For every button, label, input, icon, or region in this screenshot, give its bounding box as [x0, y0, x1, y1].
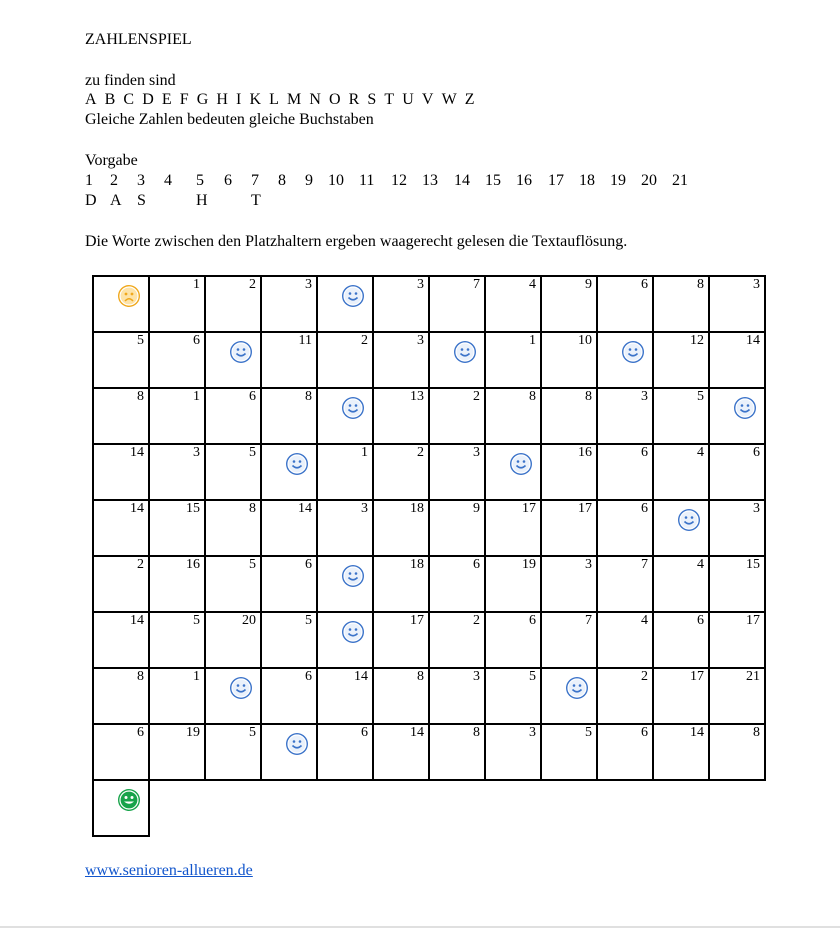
- cell-number: 9: [585, 277, 592, 292]
- grid-cell: [317, 388, 373, 444]
- grid-row: [93, 388, 765, 444]
- cell-number: 6: [361, 725, 368, 740]
- cell-number: 14: [298, 501, 312, 516]
- grid-cell: [709, 556, 765, 612]
- cell-number: 7: [473, 277, 480, 292]
- grid-cell: [261, 724, 317, 780]
- grid-cell: [597, 500, 653, 556]
- grid-cell: [429, 668, 485, 724]
- cell-number: 6: [137, 725, 144, 740]
- vorgabe-letter: T: [251, 192, 261, 209]
- letter-item: V: [421, 91, 434, 108]
- grid-cell: [373, 556, 429, 612]
- vorgabe-number: 17: [548, 172, 564, 189]
- grid-cell: [317, 276, 373, 332]
- cell-number: 21: [746, 669, 760, 684]
- cell-number: 6: [249, 389, 256, 404]
- smile-face-icon: [229, 676, 253, 700]
- vorgabe-number: 14: [454, 172, 470, 189]
- grid-cell: [373, 724, 429, 780]
- vorgabe-number: 16: [516, 172, 532, 189]
- empty-cell: [485, 780, 541, 836]
- grid-cell: [429, 724, 485, 780]
- grid-cell: [205, 388, 261, 444]
- grid-cell: [261, 612, 317, 668]
- cell-number: 2: [417, 445, 424, 460]
- cell-number: 19: [522, 557, 536, 572]
- cell-number: 1: [529, 333, 536, 348]
- cell-number: 4: [529, 277, 536, 292]
- cell-number: 5: [193, 613, 200, 628]
- cell-number: 15: [186, 501, 200, 516]
- footer-link[interactable]: www.senioren-allueren.de: [85, 862, 253, 879]
- grid-cell: [205, 444, 261, 500]
- letter-item: A: [85, 91, 97, 108]
- grid-cell: [261, 276, 317, 332]
- cell-number: 17: [410, 613, 424, 628]
- grid-cell: [709, 668, 765, 724]
- cell-number: 2: [137, 557, 144, 572]
- page-title: ZAHLENSPIEL: [85, 31, 192, 48]
- grid-cell: [93, 332, 149, 388]
- cell-number: 14: [354, 669, 368, 684]
- cell-number: 16: [578, 445, 592, 460]
- vorgabe-number: 3: [137, 172, 145, 189]
- cell-number: 6: [305, 557, 312, 572]
- grid-cell: [485, 388, 541, 444]
- smile-face-icon: [341, 564, 365, 588]
- smile-face-icon: [565, 676, 589, 700]
- grid-cell: [541, 276, 597, 332]
- vorgabe-number: 6: [224, 172, 232, 189]
- smile-face-icon: [229, 340, 253, 364]
- cell-number: 16: [186, 557, 200, 572]
- cell-number: 19: [186, 725, 200, 740]
- grid-cell: [317, 332, 373, 388]
- footer-divider: [0, 926, 840, 928]
- grid-row: [93, 724, 765, 780]
- cell-number: 2: [641, 669, 648, 684]
- letter-item: U: [402, 91, 414, 108]
- cell-number: 6: [641, 725, 648, 740]
- subtitle: zu finden sind: [85, 72, 176, 89]
- vorgabe-label: Vorgabe: [85, 152, 138, 169]
- cell-number: 3: [529, 725, 536, 740]
- smile-face-icon: [453, 340, 477, 364]
- grid-cell: [261, 556, 317, 612]
- grid-cell: [653, 276, 709, 332]
- cell-number: 7: [585, 613, 592, 628]
- vorgabe-number: 7: [251, 172, 259, 189]
- cell-number: 15: [746, 557, 760, 572]
- grid-cell: [261, 444, 317, 500]
- vorgabe-number: 13: [422, 172, 438, 189]
- cell-number: 6: [641, 501, 648, 516]
- letter-item: L: [269, 91, 279, 108]
- vorgabe-number: 19: [610, 172, 626, 189]
- grid-cell: [653, 444, 709, 500]
- cell-number: 14: [130, 445, 144, 460]
- grid-cell: [597, 276, 653, 332]
- grid-cell: [317, 612, 373, 668]
- cell-number: 3: [641, 389, 648, 404]
- grid-row: [93, 332, 765, 388]
- grid-cell: [93, 444, 149, 500]
- letter-item: C: [123, 91, 135, 108]
- letter-item: S: [367, 91, 377, 108]
- grid-cell: [261, 332, 317, 388]
- grid-cell: [709, 500, 765, 556]
- grid-cell: [429, 612, 485, 668]
- grid-cell: [373, 332, 429, 388]
- cell-number: 3: [193, 445, 200, 460]
- grid-cell: [541, 556, 597, 612]
- smile-face-icon: [341, 396, 365, 420]
- grid-cell: [373, 444, 429, 500]
- cell-number: 6: [753, 445, 760, 460]
- grid-cell: [205, 668, 261, 724]
- cell-number: 17: [522, 501, 536, 516]
- grid-cell: [205, 500, 261, 556]
- cell-number: 17: [578, 501, 592, 516]
- cell-number: 5: [529, 669, 536, 684]
- grid-cell: [429, 332, 485, 388]
- grid-cell: [485, 612, 541, 668]
- cell-number: 17: [746, 613, 760, 628]
- cell-number: 2: [361, 333, 368, 348]
- cell-number: 14: [130, 501, 144, 516]
- grid-cell: [653, 388, 709, 444]
- smile-face-icon: [285, 452, 309, 476]
- instruction-text: Die Worte zwischen den Platzhaltern ergeben waagerecht gelesen die Textauflösung.: [85, 233, 628, 250]
- vorgabe-number: 21: [672, 172, 688, 189]
- grid-cell: [653, 724, 709, 780]
- grid-cell: [709, 612, 765, 668]
- cell-number: 8: [585, 389, 592, 404]
- letter-item: F: [179, 91, 189, 108]
- vorgabe-number: 18: [579, 172, 595, 189]
- grid-cell: [149, 612, 205, 668]
- grid-cell: [373, 612, 429, 668]
- vorgabe-number: 1: [85, 172, 93, 189]
- empty-cell: [373, 780, 429, 836]
- cell-number: 6: [305, 669, 312, 684]
- grid-row: [93, 500, 765, 556]
- vorgabe-number: 15: [485, 172, 501, 189]
- grid-cell: [709, 332, 765, 388]
- grid-cell: [317, 444, 373, 500]
- grid-cell: [597, 668, 653, 724]
- empty-cell: [317, 780, 373, 836]
- happy-face-icon: [117, 788, 141, 812]
- grid-row: [93, 668, 765, 724]
- letter-item: W: [441, 91, 457, 108]
- grid-row: [93, 612, 765, 668]
- letter-item: T: [384, 91, 395, 108]
- grid-cell: [597, 388, 653, 444]
- grid-cell: [653, 500, 709, 556]
- letter-item: K: [249, 91, 262, 108]
- grid-cell: [429, 500, 485, 556]
- empty-cell: [541, 780, 597, 836]
- grid-cell: [317, 556, 373, 612]
- cell-number: 8: [417, 669, 424, 684]
- puzzle-grid: [92, 275, 766, 837]
- cell-number: 2: [473, 613, 480, 628]
- smile-face-icon: [341, 284, 365, 308]
- grid-cell: [205, 332, 261, 388]
- grid-cell: [429, 444, 485, 500]
- rule-text: Gleiche Zahlen bedeuten gleiche Buchstaben: [85, 111, 374, 128]
- empty-cell: [709, 780, 765, 836]
- grid-cell: [149, 276, 205, 332]
- vorgabe-number: 11: [359, 172, 375, 189]
- cell-number: 11: [298, 333, 312, 348]
- grid-row: [93, 276, 765, 332]
- grid-cell: [485, 444, 541, 500]
- cell-number: 14: [130, 613, 144, 628]
- grid-cell: [709, 388, 765, 444]
- letter-item: H: [216, 91, 228, 108]
- grid-cell: [149, 388, 205, 444]
- cell-number: 3: [753, 501, 760, 516]
- cell-number: 1: [361, 445, 368, 460]
- grid-cell: [93, 276, 149, 332]
- cell-number: 13: [410, 389, 424, 404]
- grid-cell: [485, 724, 541, 780]
- vorgabe-letter: D: [85, 192, 97, 209]
- empty-cell: [597, 780, 653, 836]
- cell-number: 4: [697, 445, 704, 460]
- cell-number: 1: [193, 669, 200, 684]
- cell-number: 5: [249, 445, 256, 460]
- cell-number: 4: [697, 557, 704, 572]
- grid-cell: [261, 668, 317, 724]
- vorgabe-number: 9: [305, 172, 313, 189]
- grid-cell: [93, 724, 149, 780]
- grid-cell: [541, 724, 597, 780]
- smile-face-icon: [677, 508, 701, 532]
- letter-item: O: [328, 91, 341, 108]
- cell-number: 8: [697, 277, 704, 292]
- cell-number: 3: [473, 669, 480, 684]
- vorgabe-number: 8: [278, 172, 286, 189]
- grid-cell: [93, 612, 149, 668]
- letter-item: D: [142, 91, 154, 108]
- cell-number: 6: [641, 277, 648, 292]
- grid-cell: [653, 612, 709, 668]
- cell-number: 6: [193, 333, 200, 348]
- grid-cell: [597, 332, 653, 388]
- cell-number: 8: [137, 669, 144, 684]
- grid-cell: [485, 276, 541, 332]
- cell-number: 5: [249, 557, 256, 572]
- cell-number: 1: [193, 389, 200, 404]
- sad-face-icon: [117, 284, 141, 308]
- cell-number: 17: [690, 669, 704, 684]
- cell-number: 3: [753, 277, 760, 292]
- grid-cell: [485, 332, 541, 388]
- smile-face-icon: [285, 732, 309, 756]
- cell-number: 1: [193, 277, 200, 292]
- grid-cell: [597, 444, 653, 500]
- cell-number: 8: [249, 501, 256, 516]
- grid-row: [93, 780, 765, 836]
- cell-number: 3: [585, 557, 592, 572]
- grid-cell: [541, 668, 597, 724]
- cell-number: 8: [137, 389, 144, 404]
- cell-number: 8: [473, 725, 480, 740]
- grid-cell: [317, 500, 373, 556]
- grid-cell: [93, 388, 149, 444]
- cell-number: 2: [473, 389, 480, 404]
- vorgabe-letter: A: [110, 192, 122, 209]
- cell-number: 6: [697, 613, 704, 628]
- grid-cell: [541, 612, 597, 668]
- grid-cell: [93, 668, 149, 724]
- letter-item: N: [309, 91, 321, 108]
- smile-face-icon: [733, 396, 757, 420]
- grid-cell: [653, 332, 709, 388]
- cell-number: 5: [305, 613, 312, 628]
- grid-cell: [597, 556, 653, 612]
- letters-list: [85, 91, 483, 109]
- grid-cell: [597, 612, 653, 668]
- letter-item: G: [196, 91, 209, 108]
- cell-number: 20: [242, 613, 256, 628]
- empty-cell: [429, 780, 485, 836]
- cell-number: 3: [417, 333, 424, 348]
- grid-cell: [149, 500, 205, 556]
- letter-item: R: [348, 91, 360, 108]
- grid-cell: [205, 276, 261, 332]
- smile-face-icon: [341, 620, 365, 644]
- cell-number: 3: [473, 445, 480, 460]
- vorgabe-number: 5: [196, 172, 204, 189]
- cell-number: 6: [529, 613, 536, 628]
- cell-number: 14: [690, 725, 704, 740]
- vorgabe-number: 10: [328, 172, 344, 189]
- grid-cell: [149, 556, 205, 612]
- cell-number: 12: [690, 333, 704, 348]
- cell-number: 5: [137, 333, 144, 348]
- grid-cell: [541, 444, 597, 500]
- cell-number: 5: [585, 725, 592, 740]
- empty-cell: [149, 780, 205, 836]
- empty-cell: [653, 780, 709, 836]
- letter-item: M: [286, 91, 302, 108]
- empty-cell: [261, 780, 317, 836]
- grid-cell: [541, 388, 597, 444]
- vorgabe-letter: H: [196, 192, 208, 209]
- grid-cell: [261, 500, 317, 556]
- grid-cell: [205, 556, 261, 612]
- cell-number: 6: [641, 445, 648, 460]
- grid-cell: [429, 556, 485, 612]
- grid-cell: [373, 388, 429, 444]
- grid-row: [93, 556, 765, 612]
- grid-cell: [373, 500, 429, 556]
- cell-number: 10: [578, 333, 592, 348]
- vorgabe-number: 20: [641, 172, 657, 189]
- cell-number: 3: [361, 501, 368, 516]
- grid-cell: [653, 668, 709, 724]
- grid-cell: [709, 276, 765, 332]
- smile-face-icon: [509, 452, 533, 476]
- letter-item: I: [236, 91, 242, 108]
- grid-cell: [485, 556, 541, 612]
- grid-cell: [93, 556, 149, 612]
- cell-number: 14: [746, 333, 760, 348]
- grid-cell: [541, 332, 597, 388]
- grid-cell: [709, 444, 765, 500]
- grid-cell: [149, 668, 205, 724]
- grid-cell: [149, 444, 205, 500]
- grid-cell: [149, 332, 205, 388]
- grid-cell: [205, 724, 261, 780]
- grid-cell: [317, 668, 373, 724]
- cell-number: 6: [473, 557, 480, 572]
- cell-number: 9: [473, 501, 480, 516]
- cell-number: 5: [249, 725, 256, 740]
- cell-number: 7: [641, 557, 648, 572]
- cell-number: 3: [417, 277, 424, 292]
- cell-number: 4: [641, 613, 648, 628]
- grid-cell: [373, 276, 429, 332]
- grid-cell: [709, 724, 765, 780]
- grid-cell: [149, 724, 205, 780]
- grid-cell: [597, 724, 653, 780]
- grid-cell: [93, 500, 149, 556]
- grid-cell: [93, 780, 149, 836]
- grid-cell: [317, 724, 373, 780]
- grid-row: [93, 444, 765, 500]
- grid-cell: [485, 668, 541, 724]
- cell-number: 3: [305, 277, 312, 292]
- vorgabe-number: 12: [391, 172, 407, 189]
- smile-face-icon: [621, 340, 645, 364]
- cell-number: 2: [249, 277, 256, 292]
- empty-cell: [205, 780, 261, 836]
- cell-number: 18: [410, 501, 424, 516]
- cell-number: 14: [410, 725, 424, 740]
- grid-cell: [205, 612, 261, 668]
- vorgabe-number: 4: [164, 172, 172, 189]
- cell-number: 5: [697, 389, 704, 404]
- grid-cell: [485, 500, 541, 556]
- cell-number: 8: [529, 389, 536, 404]
- cell-number: 8: [305, 389, 312, 404]
- letter-item: B: [104, 91, 116, 108]
- grid-cell: [653, 556, 709, 612]
- vorgabe-letter: S: [137, 192, 146, 209]
- grid-cell: [429, 276, 485, 332]
- cell-number: 8: [753, 725, 760, 740]
- grid-cell: [429, 388, 485, 444]
- vorgabe-number: 2: [110, 172, 118, 189]
- cell-number: 18: [410, 557, 424, 572]
- letter-item: E: [161, 91, 172, 108]
- grid-cell: [541, 500, 597, 556]
- grid-cell: [261, 388, 317, 444]
- grid-cell: [373, 668, 429, 724]
- letter-item: Z: [464, 91, 475, 108]
